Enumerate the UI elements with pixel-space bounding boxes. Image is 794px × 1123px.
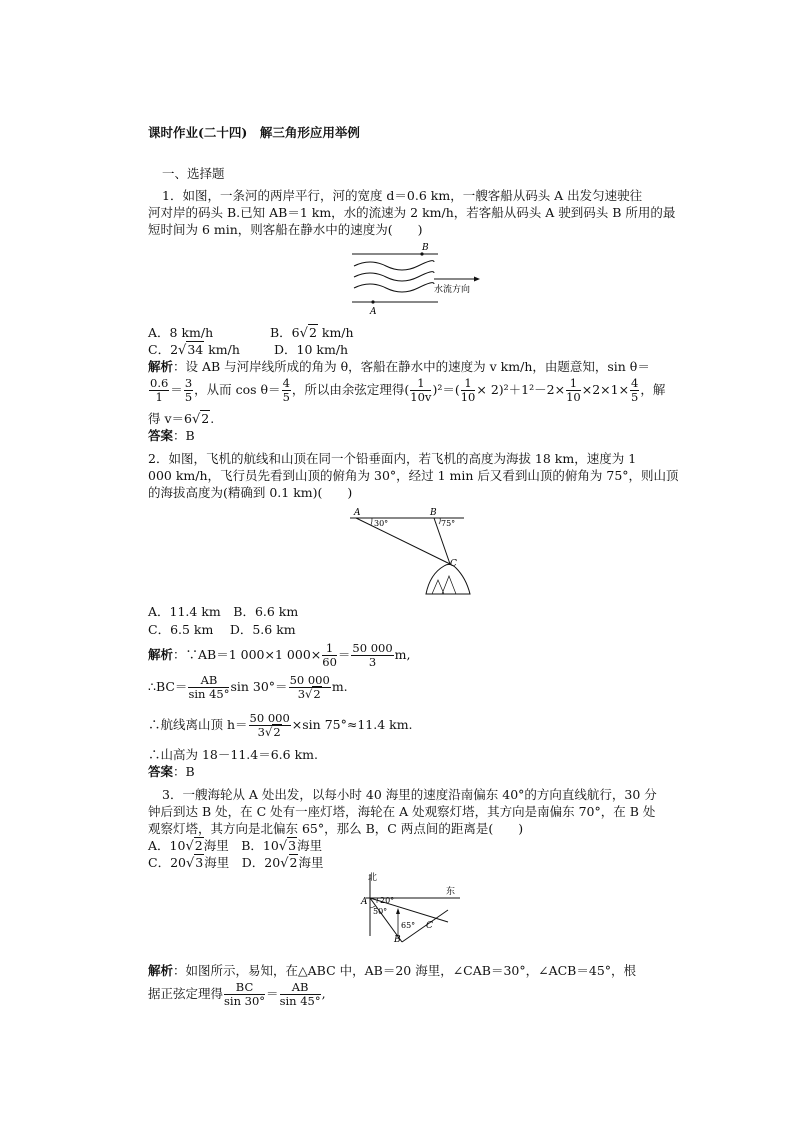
q1-solution-line3: 得 v＝6√2. <box>148 411 215 427</box>
q2-options-cd: C．6.5 km D．5.6 km <box>148 622 296 637</box>
mountain-figure <box>346 504 476 596</box>
q1-option-a: A．8 km/h <box>148 325 214 340</box>
navigation-label-north: 北 <box>368 873 378 883</box>
mountain-label-a: A <box>354 508 361 518</box>
q3-line1: 3．一艘海轮从 A 处出发，以每小时 40 海里的速度沿南偏东 40°的方向直线航行，30 分 <box>162 787 657 802</box>
q1-option-c: C．2√34 km/h <box>148 342 240 358</box>
river-label-a: A <box>370 307 377 317</box>
river-figure <box>346 240 486 318</box>
q1-option-b: B．6√2 km/h <box>270 325 354 341</box>
navigation-label-a: A <box>361 897 368 907</box>
q2-solution-line1: 解析：∵AB＝1 000×1 000× $\frac{1}{60}$ ＝ $\frac{50 000}{3}$ m, <box>148 641 411 669</box>
q3-solution-line1: 解析：如图所示，易知，在△ABC 中，AB＝20 海里，∠CAB＝30°，∠ACB＝45°，根 <box>148 963 637 978</box>
navigation-label-east: 东 <box>446 887 456 897</box>
q3-line2: 钟后到达 B 处，在 C 处有一座灯塔，海轮在 A 处观察灯塔，其方向是南偏东 70°，在 B 处 <box>148 804 656 819</box>
q2-line2: 000 km/h，飞行员先看到山顶的俯角为 30°，经过 1 min 后又看到山顶的俯角为 75°，则山顶 <box>148 468 679 483</box>
q2-solution-line4: ∴山高为 18－11.4＝6.6 km. <box>148 747 318 762</box>
river-label-flow: 水流方向 <box>434 285 471 295</box>
navigation-angle-50: 50° <box>373 907 388 916</box>
mountain-angle-30: 30° <box>374 519 389 528</box>
q3-options-ab: A．10√2海里 B．10√3海里 <box>148 838 323 854</box>
q2-line1: 2．如图，飞机的航线和山顶在同一个铅垂面内，若飞机的高度为海拔 18 km，速度为 1 <box>148 451 637 466</box>
q1-line1: 1．如图，一条河的两岸平行，河的宽度 d＝0.6 km，一艘客船从码头 A 出发匀速驶往 <box>162 188 643 203</box>
mountain-angle-75: 75° <box>441 519 456 528</box>
q1-line3: 短时间为 6 min，则客船在静水中的速度为( ) <box>148 222 423 237</box>
q2-answer: 答案：B <box>148 764 195 779</box>
mountain-label-b: B <box>430 508 437 518</box>
q3-options-cd: C．20√3海里 D．20√2海里 <box>148 855 324 871</box>
q3-line3: 观察灯塔，其方向是北偏东 65°，那么 B，C 两点间的距离是( ) <box>148 821 524 836</box>
q2-options-ab: A．11.4 km B．6.6 km <box>148 604 299 619</box>
q1-answer: 答案：B <box>148 428 195 443</box>
navigation-angle-65: 65° <box>401 921 416 930</box>
section-heading: 一、选择题 <box>162 166 225 181</box>
q2-solution-line2: ∴BC＝ $\frac{AB}{\sin 45^\circ}$ sin 30°＝ $\frac{50 000}{3√2}$ m. <box>148 673 348 701</box>
navigation-label-c: C <box>426 921 433 931</box>
q2-line3: 的海拔高度为(精确到 0.1 km)( ) <box>148 485 353 500</box>
q1-solution-line2: $\frac{0.6}{1}$ ＝ $\frac{3}{5}$ ，从而 cos θ＝ $\frac{4}{5}$ ，所以由余弦定理得( $\frac{1}{10v}$ )²＝( $\frac{1}{10}$ × 2)²＋1²－2× $\frac{1}{10}$ ×2×1× $\frac{4}{5}$ ，解 <box>150 376 666 404</box>
navigation-angle-20: 20° <box>380 896 395 905</box>
q1-option-d: D．10 km/h <box>274 342 349 357</box>
q1-solution-line1: 解析：设 AB 与河岸线所成的角为 θ，客船在静水中的速度为 v km/h，由题意知，sin θ＝ <box>148 359 650 374</box>
q1-line2: 河对岸的码头 B.已知 AB＝1 km，水的流速为 2 km/h，若客船从码头 A 驶到码头 B 所用的最 <box>148 205 676 220</box>
navigation-label-b: B <box>394 935 401 945</box>
q2-solution-line3: ∴航线离山顶 h＝ $\frac{50 000}{3√2}$ ×sin 75°≈11.4 km. <box>148 711 413 739</box>
navigation-figure <box>356 870 466 950</box>
mountain-label-c: C <box>450 559 457 569</box>
q3-solution-line2: 据正弦定理得 $\frac{BC}{\sin 30^\circ}$ ＝ $\frac{AB}{\sin 45^\circ}$ , <box>148 980 326 1008</box>
river-label-b: B <box>422 243 429 253</box>
page-title: 课时作业(二十四) 解三角形应用举例 <box>148 125 360 140</box>
